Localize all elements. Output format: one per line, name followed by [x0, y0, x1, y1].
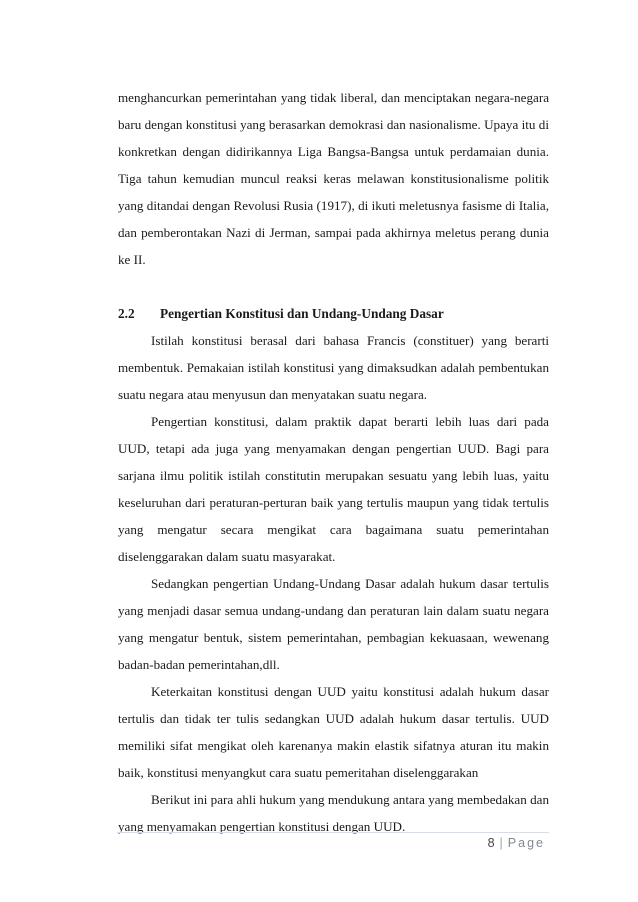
section-number: 2.2	[118, 306, 135, 321]
paragraph-etymology: Istilah konstitusi berasal dari bahasa Francis (constituer) yang berarti membentuk. Pemakaian istilah konstitusi yang dimaksudkan adalah pembentukan suatu negara atau menyusun dan menyatakan suatu negara.	[118, 333, 549, 402]
paragraph-definition-konstitusi: Pengertian konstitusi, dalam praktik dapat berarti lebih luas dari pada UUD, tetapi ada juga yang menyamakan dengan pengertian UUD. Bagi para sarjana ilmu politik istilah constitutin merupakan sesuatu yang lebih luas, yaitu keseluruhan dari peraturan-perturan baik yang tertulis maupun yang tidak tertulis yang mengatur secara mengikat cara bagaimana suatu pemerintahan diselenggarakan dalam suatu masyarakat.	[118, 414, 549, 564]
paragraph-experts-intro: Berikut ini para ahli hukum yang mendukung antara yang membedakan dan yang menyamakan pengertian konstitusi dengan UUD.	[118, 792, 549, 834]
continuation-paragraph: menghancurkan pemerintahan yang tidak liberal, dan menciptakan negara-negara baru dengan konstitusi yang berasarkan demokrasi dan nasionalisme. Upaya itu di konkretkan dengan didirikannya Liga Bangsa-Bangsa untuk perdamaian dunia. Tiga tahun kemudian muncul reaksi keras melawan konstitusionalisme politik yang ditandai dengan Revolusi Rusia (1917), di ikuti meletusnya fasisme di Italia, dan pemberontakan Nazi di Jerman, sampai pada akhirnya meletus perang dunia ke II.	[118, 90, 549, 267]
paragraph-definition-uud: Sedangkan pengertian Undang-Undang Dasar adalah hukum dasar tertulis yang menjadi dasar semua undang-undang dan peraturan lain dalam suatu negara yang mengatur bentuk, sistem pemerintahan, pembagian kekuasaan, wewenang badan-badan pemerintahan,dll.	[118, 576, 549, 672]
footer-divider	[117, 832, 549, 833]
section-title: Pengertian Konstitusi dan Undang-Undang Dasar	[160, 306, 444, 321]
section-heading	[118, 300, 549, 327]
page-footer	[488, 836, 545, 850]
page-number: 8	[487, 836, 495, 850]
page-label: Page	[507, 836, 545, 850]
page-content	[118, 84, 549, 840]
footer-separator: |	[499, 836, 503, 850]
section-spacer	[118, 273, 549, 300]
paragraph-relation: Keterkaitan konstitusi dengan UUD yaitu konstitusi adalah hukum dasar tertulis dan tidak ter tulis sedangkan UUD adalah hukum dasar tertulis. UUD memiliki sifat mengikat oleh karenanya makin elastik sifatnya aturan itu makin baik, konstitusi menyangkut cara suatu pemeritahan diselenggarakan	[118, 684, 549, 780]
